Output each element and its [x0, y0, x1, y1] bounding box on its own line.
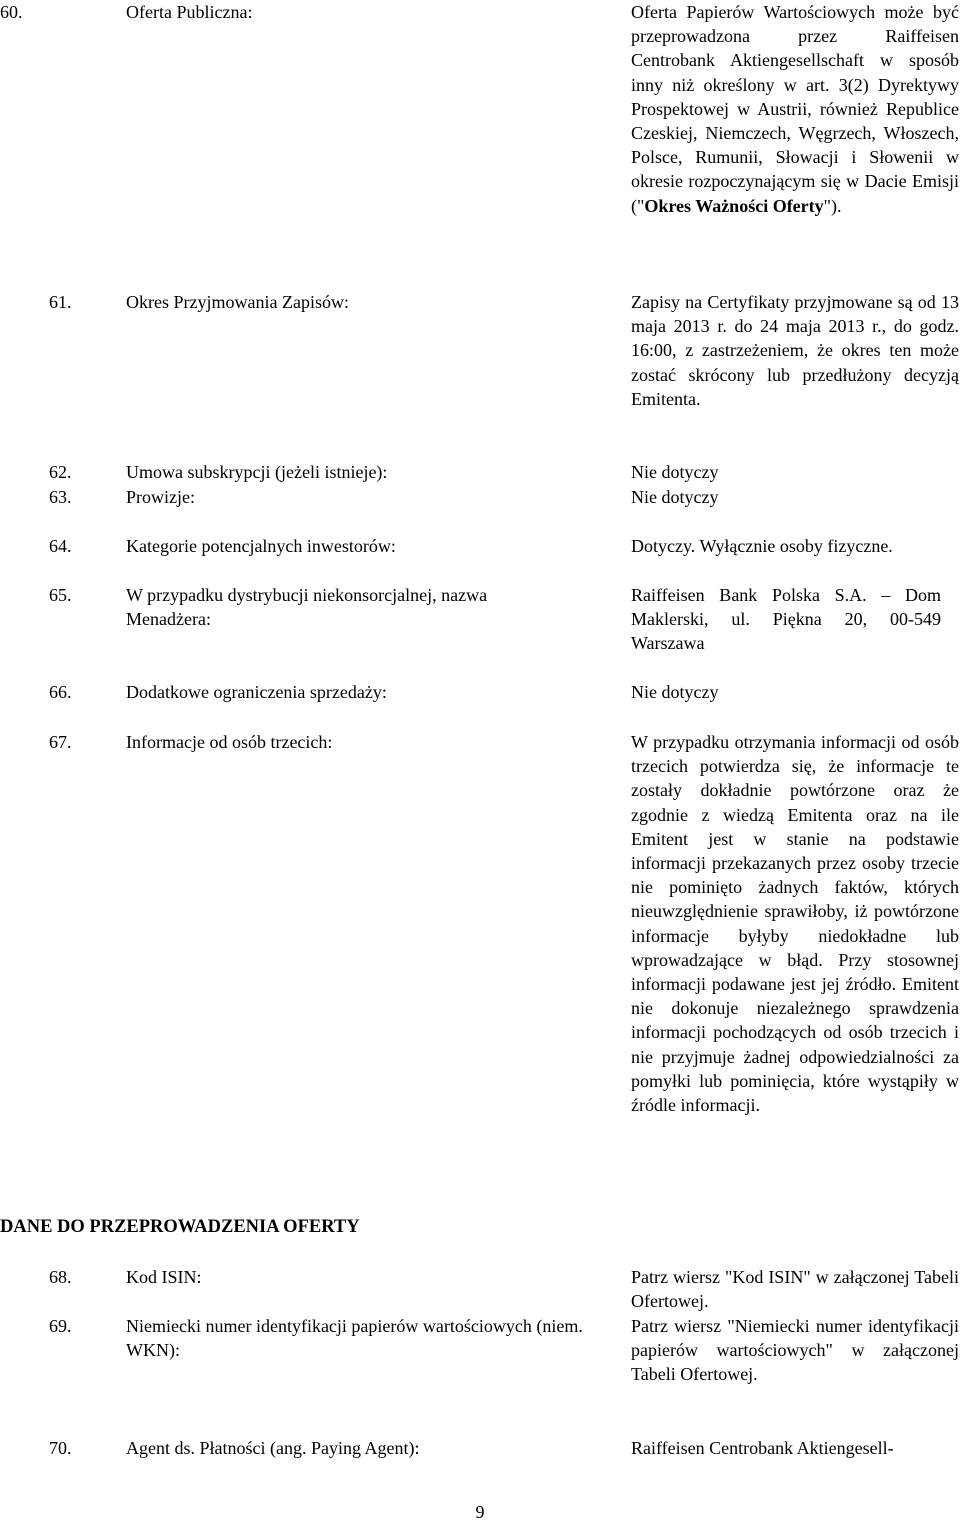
item-label: Umowa subskrypcji (jeżeli istnieje): [126, 462, 388, 482]
item-number: 63. [49, 487, 72, 507]
item-number: 62. [49, 462, 72, 482]
item-value: Dotyczy. Wyłącznie osoby fizyczne. [631, 536, 893, 556]
item-number: 66. [49, 682, 72, 702]
item-number: 60. [0, 2, 23, 22]
item-label: Prowizje: [126, 487, 195, 507]
item-label: Dodatkowe ograniczenia sprzedaży: [126, 682, 387, 702]
item-value: Oferta Papierów Wartościowych może być przeprowadzona przez Raiffeisen Centrobank Aktiengesellschaft w sposób inny niż określony w art. 3(2) Dyrektywy Prospektowej w Austrii, również Republice Czeskiej, Niemczech, Węgrzech, Włoszech, Polsce, Rumunii, Słowacji i Słowenii w okresie rozpoczynającym się w Dacie Emisji ("Okres Ważności Oferty"). [631, 2, 959, 216]
item-number: 67. [49, 732, 72, 752]
item-number: 61. [49, 292, 72, 312]
item-value: W przypadku otrzymania informacji od osób trzecich potwierdza się, że informacje te zostały dokładnie powtórzone oraz że zgodnie z wiedzą Emitenta oraz na ile Emitent jest w stanie na podstawie informacji przekazanych przez osoby trzecie nie pominięto żadnych faktów, których nieuwzględnienie sprawiłoby, iż powtórzone informacje byłyby niedokładne lub wprowadzające w błąd. Przy stosownej informacji podawane jest jej źródło. Emitent nie dokonuje niezależnego sprawdzenia informacji pochodzących od osób trzecich i nie przyjmuje żadnej odpowiedzialności za pomyłki lub pominięcia, które wystąpiły w źródle informacji. [631, 732, 959, 1116]
item-number: 68. [49, 1267, 72, 1287]
item-value: Nie dotyczy [631, 462, 719, 482]
item-value: Raiffeisen Centrobank Aktiengesell- [631, 1438, 894, 1458]
item-value: Patrz wiersz "Niemiecki numer identyfikacji papierów wartościowych" w załączonej Tabeli Ofertowej. [631, 1316, 959, 1385]
item-label: Informacje od osób trzecich: [126, 732, 333, 752]
item-label: Kod ISIN: [126, 1267, 202, 1287]
item-number: 70. [49, 1438, 72, 1458]
defined-term: Okres Ważności Oferty [644, 195, 824, 216]
item-label: Agent ds. Płatności (ang. Paying Agent): [126, 1438, 420, 1458]
item-label: Niemiecki numer identyfikacji papierów wartościowych (niem. WKN): [126, 1316, 583, 1361]
item-label: Oferta Publiczna: [126, 2, 253, 22]
item-label: Kategorie potencjalnych inwestorów: [126, 536, 396, 556]
item-number: 64. [49, 536, 72, 556]
section-heading: DANE DO PRZEPROWADZENIA OFERTY [0, 1217, 360, 1237]
item-value: Nie dotyczy [631, 487, 719, 507]
item-value: Nie dotyczy [631, 682, 719, 702]
page-number: 9 [475, 1502, 485, 1522]
item-label: Okres Przyjmowania Zapisów: [126, 292, 349, 312]
item-value: Patrz wiersz "Kod ISIN" w załączonej Tabeli Ofertowej. [631, 1267, 959, 1312]
item-value: Zapisy na Certyfikaty przyjmowane są od 13 maja 2013 r. do 24 maja 2013 r., do godz. 16:00, z zastrzeżeniem, że okres ten może zostać skrócony lub przedłużony decyzją Emitenta. [631, 292, 959, 409]
item-number: 69. [49, 1316, 72, 1336]
item-number: 65. [49, 585, 72, 605]
item-value: Raiffeisen Bank Polska S.A. – Dom Maklerski, ul. Piękna 20, 00-549 Warszawa [631, 585, 941, 654]
item-label: W przypadku dystrybucji niekonsorcjalnej, nazwa Menadżera: [126, 585, 488, 630]
